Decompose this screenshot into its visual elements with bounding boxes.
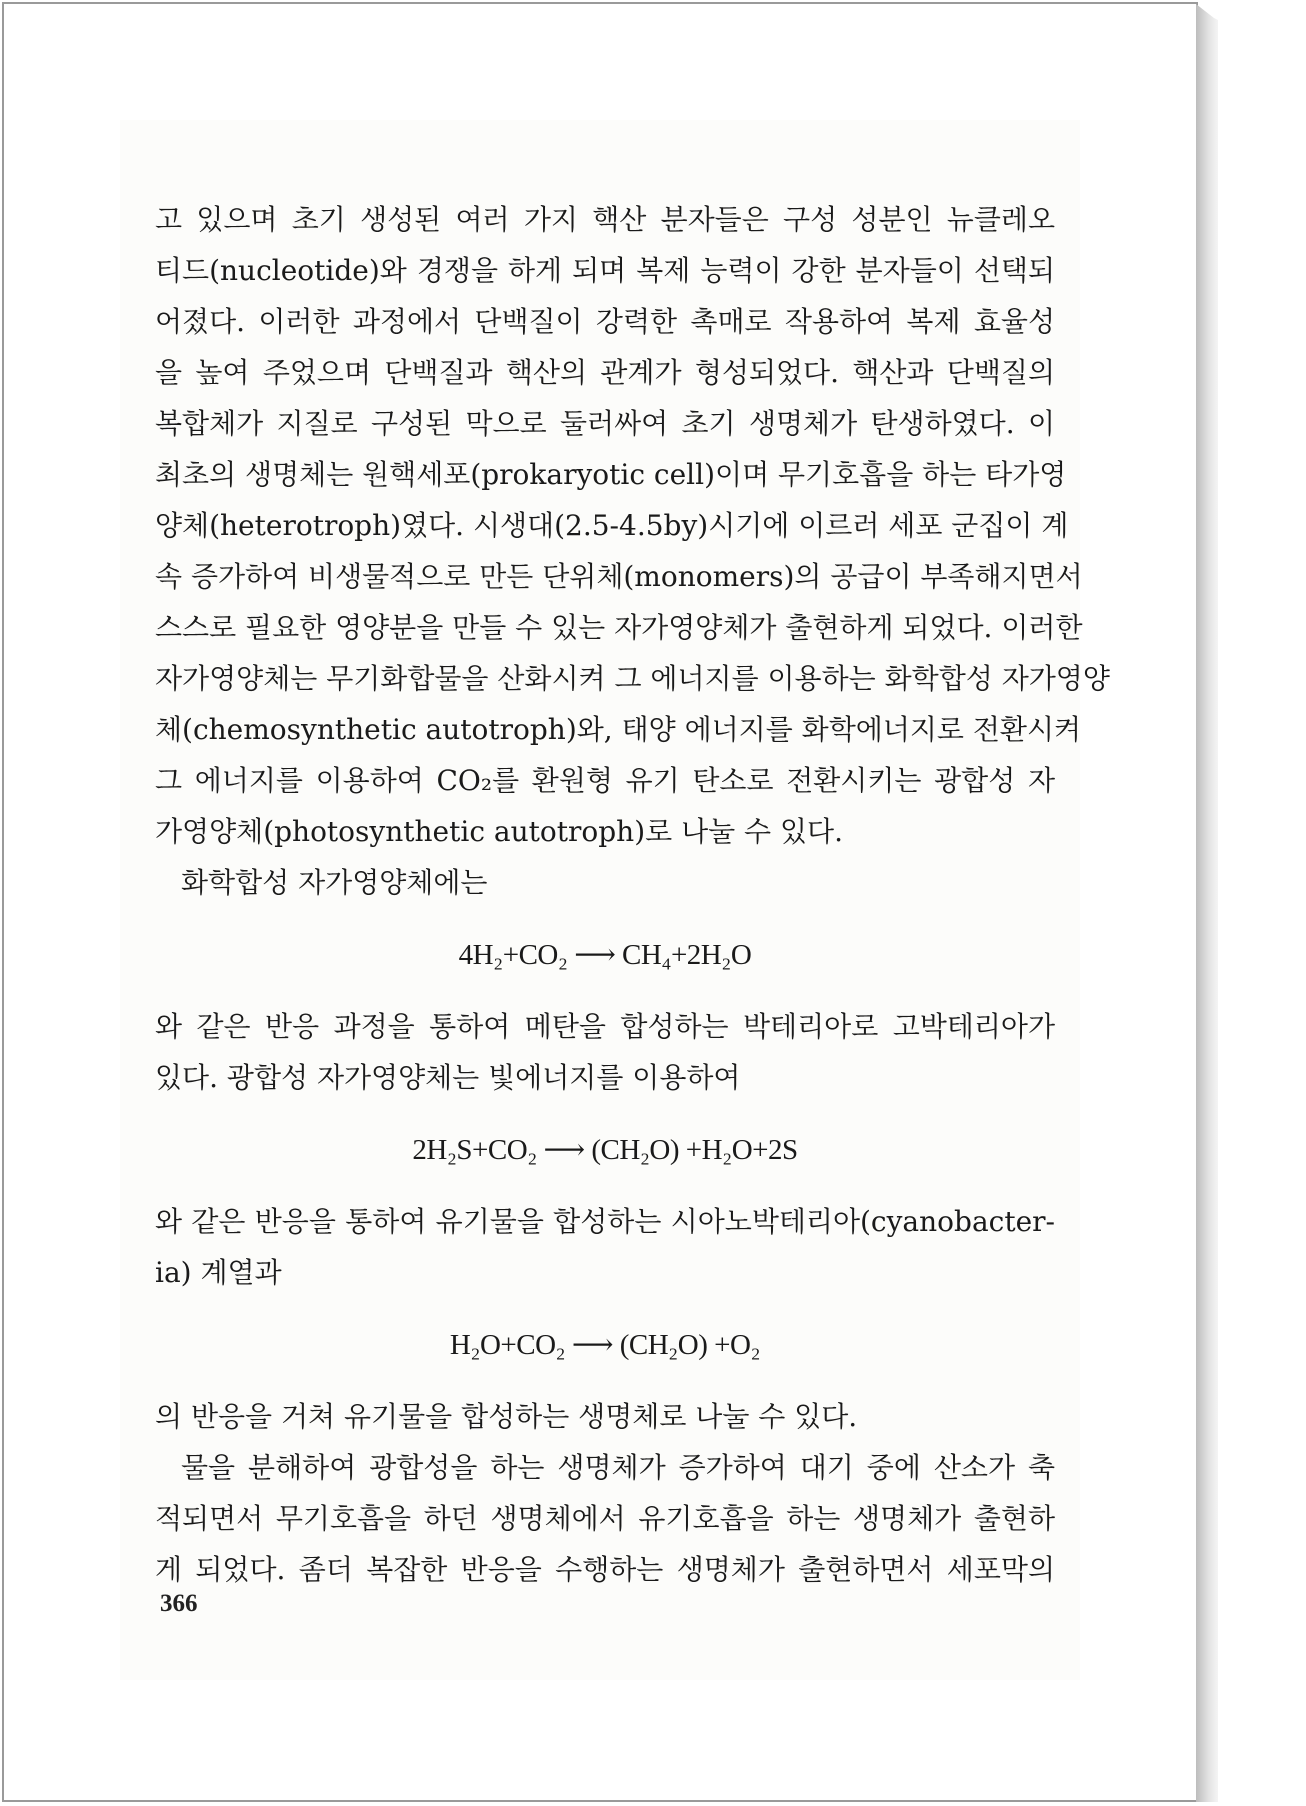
text-line: 가영양체(photosynthetic autotroph)로 나눌 수 있다. xyxy=(155,815,844,848)
text-line: ia) 계열과 xyxy=(155,1256,282,1289)
text-line: 양체(heterotroph)였다. 시생대(2.5-4.5by)시기에 이르러 세포 군집이 계 xyxy=(155,509,1069,542)
text-line: 게 되었다. 좀더 복잡한 반응을 수행하는 생명체가 출현하면서 세포막의 xyxy=(155,1553,1055,1586)
chemical-equation-oxygen: H₂O+CO₂ ⟶ (CH₂O) +O₂ xyxy=(449,1329,761,1361)
page-curl-edge xyxy=(1196,4,1219,1802)
chemical-equation-sulfur: 2H₂S+CO₂ ⟶ (CH₂O) +H₂O+2S xyxy=(412,1134,798,1166)
text-line: 을 높여 주었으며 단백질과 핵산의 관계가 형성되었다. 핵산과 단백질의 xyxy=(155,356,1055,389)
chemical-equation-methane: 4H₂+CO₂ ⟶ CH₄+2H₂O xyxy=(458,939,752,971)
text-line: 속 증가하여 비생물적으로 만든 단위체(monomers)의 공급이 부족해지면서 xyxy=(155,560,1083,593)
text-line: 고 있으며 초기 생성된 여러 가지 핵산 분자들은 구성 성분인 뉴클레오 xyxy=(155,203,1055,236)
page-number: 366 xyxy=(160,1590,198,1617)
text-line: 복합체가 지질로 구성된 막으로 둘러싸여 초기 생명체가 탄생하였다. 이 xyxy=(155,407,1055,440)
text-line-indented: 화학합성 자가영양체에는 xyxy=(181,866,488,899)
text-line: 그 에너지를 이용하여 CO₂를 환원형 유기 탄소로 전환시키는 광합성 자 xyxy=(155,764,1055,797)
text-line: 적되면서 무기호흡을 하던 생명체에서 유기호흡을 하는 생명체가 출현하 xyxy=(155,1502,1055,1535)
text-line: 의 반응을 거쳐 유기물을 합성하는 생명체로 나눌 수 있다. xyxy=(155,1400,858,1433)
text-line: 스스로 필요한 영양분을 만들 수 있는 자가영양체가 출현하게 되었다. 이러한 xyxy=(155,611,1083,644)
text-line: 어졌다. 이러한 과정에서 단백질이 강력한 촉매로 작용하여 복제 효율성 xyxy=(155,305,1055,338)
text-line-indented: 물을 분해하여 광합성을 하는 생명체가 증가하여 대기 중에 산소가 축 xyxy=(181,1451,1055,1484)
text-line: 있다. 광합성 자가영양체는 빛에너지를 이용하여 xyxy=(155,1061,741,1094)
text-line: 와 같은 반응을 통하여 유기물을 합성하는 시아노박테리아(cyanobacter- xyxy=(155,1205,1055,1238)
text-line: 체(chemosynthetic autotroph)와, 태양 에너지를 화학에너지로 전환시켜 xyxy=(155,713,1082,746)
text-line: 티드(nucleotide)와 경쟁을 하게 되며 복제 능력이 강한 분자들이 선택되 xyxy=(155,254,1055,287)
page-body-text xyxy=(155,194,1110,1595)
text-line: 자가영양체는 무기화합물을 산화시켜 그 에너지를 이용하는 화학합성 자가영양 xyxy=(155,662,1110,695)
text-line: 최초의 생명체는 원핵세포(prokaryotic cell)이며 무기호흡을 하는 타가영 xyxy=(155,458,1067,491)
text-line: 와 같은 반응 과정을 통하여 메탄을 합성하는 박테리아로 고박테리아가 xyxy=(155,1010,1055,1043)
